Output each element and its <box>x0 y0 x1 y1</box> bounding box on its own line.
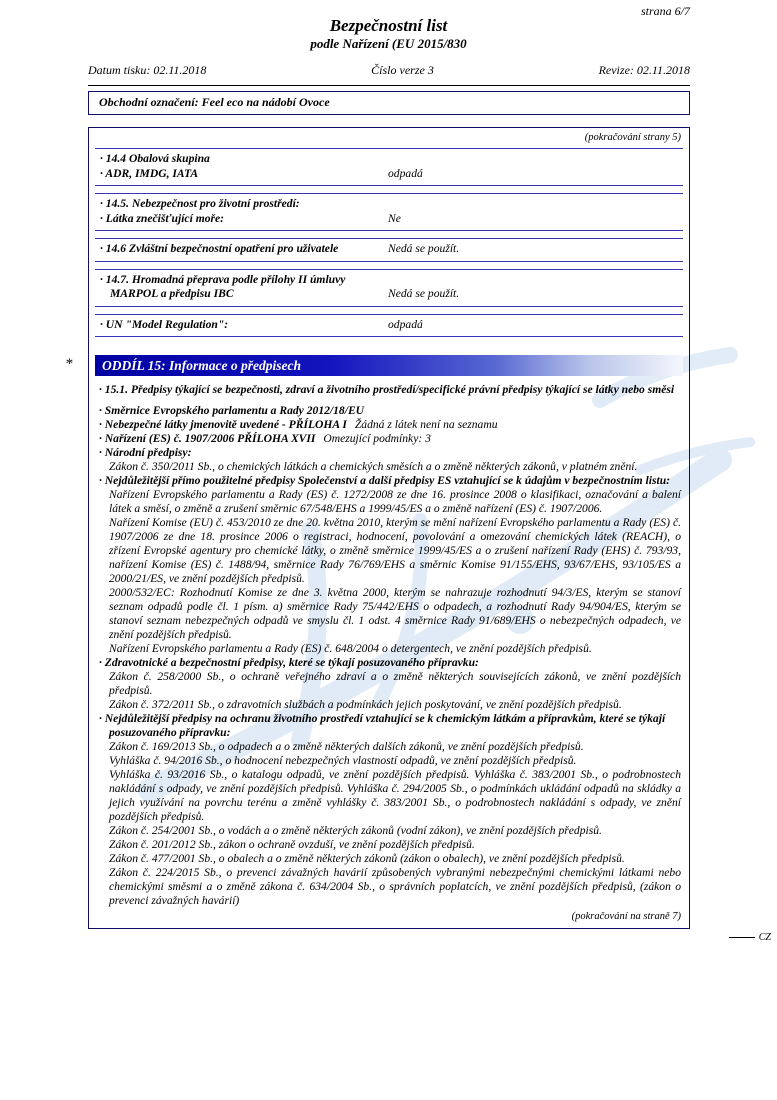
eu-regulation-paragraph: Nařízení Evropského parlamentu a Rady (ES) č. 1272/2008 ze dne 16. prosince 2008 o klasifikaci, označování a balení látek a směsí, o změně a zrušení směrnic 67/548/EHS a 1999/45/ES a o změně nařízení (ES) č. 1907/2006. <box>109 488 681 515</box>
continued-from-note: (pokračování strany 5) <box>584 132 681 143</box>
row-label-line: · 14.7. Hromadná přeprava podle přílohy II úmluvy <box>100 272 346 286</box>
health-regulation-paragraph: Zákon č. 372/2011 Sb., o zdravotních službách a podmínkách jejich poskytování, ve znění pozdějších předpisů. <box>109 698 622 711</box>
environment-regulation-paragraph: Zákon č. 169/2013 Sb., o odpadech a o změně některých dalších zákonů, ve znění pozdějších předpisů. <box>109 740 584 753</box>
health-regulations-heading: · Zdravotnické a bezpečnostní předpisy, které se týkají posuzovaného přípravku: <box>99 656 479 669</box>
eu-regulations-heading: · Nejdůležitější přímo použitelné předpisy Společenství a další předpisy ES vztahující se k údajům v bezpečnostním listu: <box>99 474 671 487</box>
row-value: Nedá se použít. <box>388 287 460 300</box>
environment-regulation-paragraph: Zákon č. 201/2012 Sb., zákon o ochraně ovzduší, ve znění pozdějších předpisů. <box>109 838 475 851</box>
subsection-15-1-heading: · 15.1. Předpisy týkající se bezpečnosti, zdraví a životního prostředí/specifické právní předpisy týkající se látky nebo směsi <box>99 383 675 396</box>
eu-regulation-paragraph: Nařízení Komise (EU) č. 453/2010 ze dne 20. května 2010, kterým se mění nařízení Evropského parlamentu a Rady (ES) č. 1907/2006 ze dne 18. prosince 2006 o registraci, hodnocení, povolování a omezování chemických látek (REACH), o zřízení Evropské agentury pro chemické látky, o změně směrnice 1999/45/ES a o zrušení nařízení Rady (EHS) č. 793/93, nařízení Komise (ES) č. 1488/94, směrnice Rady 76/769/EHS a směrnic Komise 91/155/EHS, 93/67/EHS, 93/105/ES a 2000/21/ES, ve znění pozdějších předpisů. <box>109 516 681 585</box>
national-regulations-heading: · Národní předpisy: <box>99 446 192 459</box>
annex-i-line <box>99 418 681 432</box>
table-row-14-5 <box>95 193 683 231</box>
main-content-box <box>65 127 690 929</box>
table-row-un-model-regulation <box>95 314 683 338</box>
header-divider <box>88 85 690 86</box>
row-label-line: · UN "Model Regulation": <box>100 317 229 331</box>
section-15-title: ODDÍL 15: Informace o předpisech <box>102 358 301 373</box>
row-label <box>100 152 388 181</box>
change-marker: * <box>65 356 73 372</box>
document-subtitle: podle Nařízení (EU 2015/830 <box>310 36 467 51</box>
section-15-body <box>95 383 683 908</box>
section-15-header <box>65 355 683 376</box>
footer-rule <box>729 937 755 938</box>
eu-regulation-paragraph: Nařízení Evropského parlamentu a Rady (ES) č. 648/2004 o detergentech, ve znění pozdějších předpisů. <box>109 642 592 655</box>
annex-xvii-line <box>99 432 681 446</box>
country-code: CZ <box>758 932 771 943</box>
row-label-line: MARPOL a předpisu IBC <box>110 287 234 300</box>
row-label-line: · 14.5. Nebezpečnost pro životní prostředí: <box>100 197 300 210</box>
table-row-14-4 <box>95 148 683 186</box>
row-value: Nedá se použít. <box>388 242 460 255</box>
row-value: odpadá <box>388 317 423 331</box>
print-date: Datum tisku: 02.11.2018 <box>88 63 207 77</box>
continued-on-note: (pokračování na straně 7) <box>571 911 681 922</box>
annex-xvii-value: Omezující podmínky: 3 <box>323 432 431 445</box>
directive-heading: · Směrnice Evropského parlamentu a Rady 2012/18/EU <box>99 404 365 417</box>
document-meta-row <box>88 63 690 78</box>
trade-name-box <box>88 91 690 115</box>
environment-regulations-heading: · Nejdůležitější předpisy na ochranu životního prostředí vztahující se k chemickým látkám a přípravkům, které se týkají posuzovaného přípravku: <box>99 712 666 739</box>
environment-regulation-paragraph: Zákon č. 224/2015 Sb., o prevenci závažných havárií způsobených vybranými nebezpečnými chemickými látkami nebo chemickými směsmi a o změně zákona č. 634/2004 Sb., o správních poplatcích, ve znění pozdějších předpisů, (zákon o prevenci závažných havárií) <box>109 866 681 907</box>
row-value: odpadá <box>388 166 423 180</box>
revision-date: Revize: 02.11.2018 <box>598 63 690 77</box>
row-label <box>100 197 388 226</box>
national-regulations-text: Zákon č. 350/2011 Sb., o chemických látkách a chemických směsích a o změně některých zákonů, v platném znění. <box>109 460 638 473</box>
page-number: strana 6/7 <box>640 4 690 18</box>
trade-name: Obchodní označení: Feel eco na nádobí Ovoce <box>99 95 330 109</box>
row-label-line: · ADR, IMDG, IATA <box>100 166 199 180</box>
annex-i-label: · Nebezpečné látky jmenovitě uvedené - PŘÍLOHA I <box>99 418 347 431</box>
row-label-line: · 14.4 Obalová skupina <box>100 152 210 165</box>
eu-regulation-paragraph: 2000/532/EC: Rozhodnutí Komise ze dne 3. května 2000, kterým se nahrazuje rozhodnutí 94/3/ES, kterým se stanoví seznam odpadů podle čl. 1 písm. a) směrnice Rady 75/442/EHS o odpadech, a rozhodnutí Rady 94/904/ES, kterým se stanoví seznam nebezpečných odpadů ve smyslu čl. 1 odst. 4 směrnice Rady 91/689/EHS o nebezpečných odpadech, ve znění pozdějších předpisů. <box>109 586 681 641</box>
row-label <box>100 242 388 257</box>
row-label-line: · Látka znečišťující moře: <box>100 211 225 225</box>
country-code-footer <box>0 932 771 943</box>
environment-regulation-paragraph: Vyhláška č. 93/2016 Sb., o katalogu odpadů, ve znění pozdějších předpisů. Vyhláška č. 383/2001 Sb., o podrobnostech nakládání s odpady, ve znění pozdějších předpisů. Vyhláška č. 294/2005 Sb., o podmínkách ukládání odpadů na skládky a jejich využívání na povrchu terénu a změně vyhlášky č. 383/2001 Sb., o podrobnostech nakládání s odpady, ve znění pozdějších předpisů. <box>109 768 681 823</box>
table-row-14-6 <box>95 238 683 262</box>
environment-regulation-paragraph: Zákon č. 477/2001 Sb., o obalech a o změně některých zákonů (zákon o obalech), ve znění pozdějších předpisů. <box>109 852 625 865</box>
row-value: Ne <box>388 211 401 225</box>
annex-xvii-label: · Nařízení (ES) č. 1907/2006 PŘÍLOHA XVII <box>99 432 316 445</box>
row-label-line: · 14.6 Zvláštní bezpečnostní opatření pro uživatele <box>100 242 339 255</box>
document-title: Bezpečnostní list <box>329 16 448 35</box>
annex-i-value: Žádná z látek není na seznamu <box>354 418 498 431</box>
row-label <box>100 318 388 333</box>
environment-regulation-paragraph: Zákon č. 254/2001 Sb., o vodách a o změně některých zákonů (vodní zákon), ve znění pozdějších předpisů. <box>109 824 602 837</box>
environment-regulation-paragraph: Vyhláška č. 94/2016 Sb., o hodnocení nebezpečných vlastností odpadů, ve znění pozdějších předpisů. <box>109 754 577 767</box>
row-label <box>100 273 388 302</box>
version-number: Číslo verze 3 <box>371 63 434 77</box>
health-regulation-paragraph: Zákon č. 258/2000 Sb., o ochraně veřejného zdraví a o změně některých souvisejících zákonů, ve znění pozdějších předpisů. <box>109 670 681 697</box>
table-row-14-7 <box>95 269 683 307</box>
